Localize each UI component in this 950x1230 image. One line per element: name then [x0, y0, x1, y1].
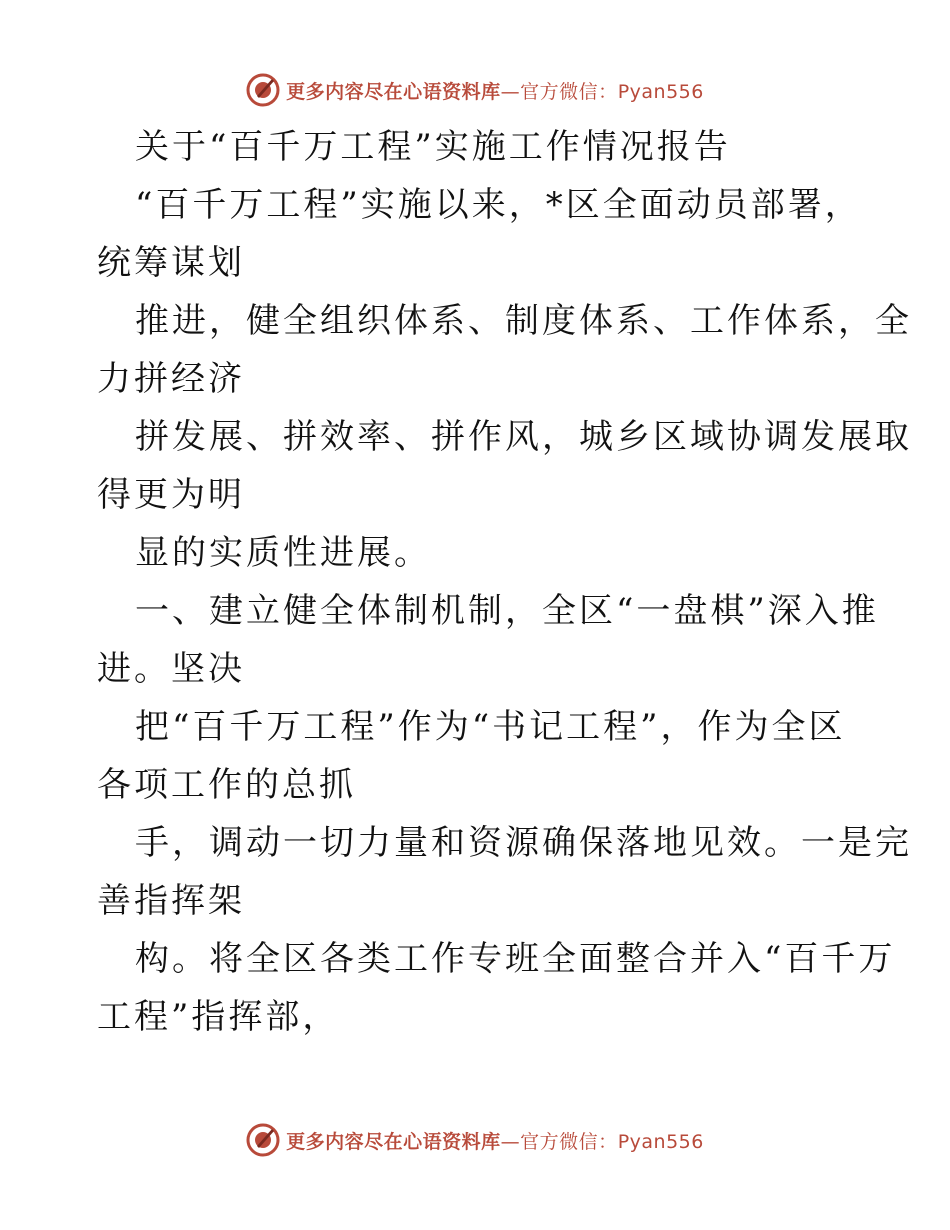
document-body — [97, 118, 912, 1046]
text-line: 手，调动一切力量和资源确保落地见效。一是完 — [135, 823, 912, 863]
text-line: “百千万工程”实施以来，*区全面动员部署， — [135, 185, 862, 225]
text-line: 拼发展、拼效率、拼作风，城乡区域协调发展取 — [135, 417, 912, 457]
header-banner — [0, 70, 950, 110]
text-line: 把“百千万工程”作为“书记工程”，作为全区 — [135, 707, 846, 747]
text-line: 一、建立健全体制机制，全区“一盘棋”深入推 — [135, 591, 879, 631]
footer-banner — [0, 1120, 950, 1160]
text-line: 推进，健全组织体系、制度体系、工作体系，全 — [135, 301, 912, 341]
banner-wechat-label: 官方微信： — [520, 80, 618, 103]
text-line: 工程”指挥部， — [97, 997, 340, 1037]
banner-text — [286, 1127, 704, 1154]
banner-wechat-id: Pyan556 — [617, 80, 704, 103]
logo-icon — [246, 73, 280, 107]
banner-main-text: 更多内容尽在心语资料库 — [286, 1130, 501, 1153]
text-line: 构。将全区各类工作专班全面整合并入“百千万 — [135, 939, 896, 979]
document-title: 关于“百千万工程”实施工作情况报告 — [135, 127, 731, 167]
text-line: 统筹谋划 — [97, 243, 245, 283]
banner-wechat-id: Pyan556 — [617, 1130, 704, 1153]
banner-separator: — — [500, 80, 521, 103]
banner-wechat-label: 官方微信： — [520, 1130, 618, 1153]
banner-separator: — — [500, 1130, 521, 1153]
text-line: 显的实质性进展。 — [135, 533, 431, 573]
text-line: 善指挥架 — [97, 881, 245, 921]
text-line: 得更为明 — [97, 475, 245, 515]
banner-main-text: 更多内容尽在心语资料库 — [286, 80, 501, 103]
text-line: 各项工作的总抓 — [97, 765, 356, 805]
text-line: 进。坚决 — [97, 649, 245, 689]
logo-icon — [246, 1123, 280, 1157]
text-line: 力拼经济 — [97, 359, 245, 399]
banner-text — [286, 77, 704, 104]
